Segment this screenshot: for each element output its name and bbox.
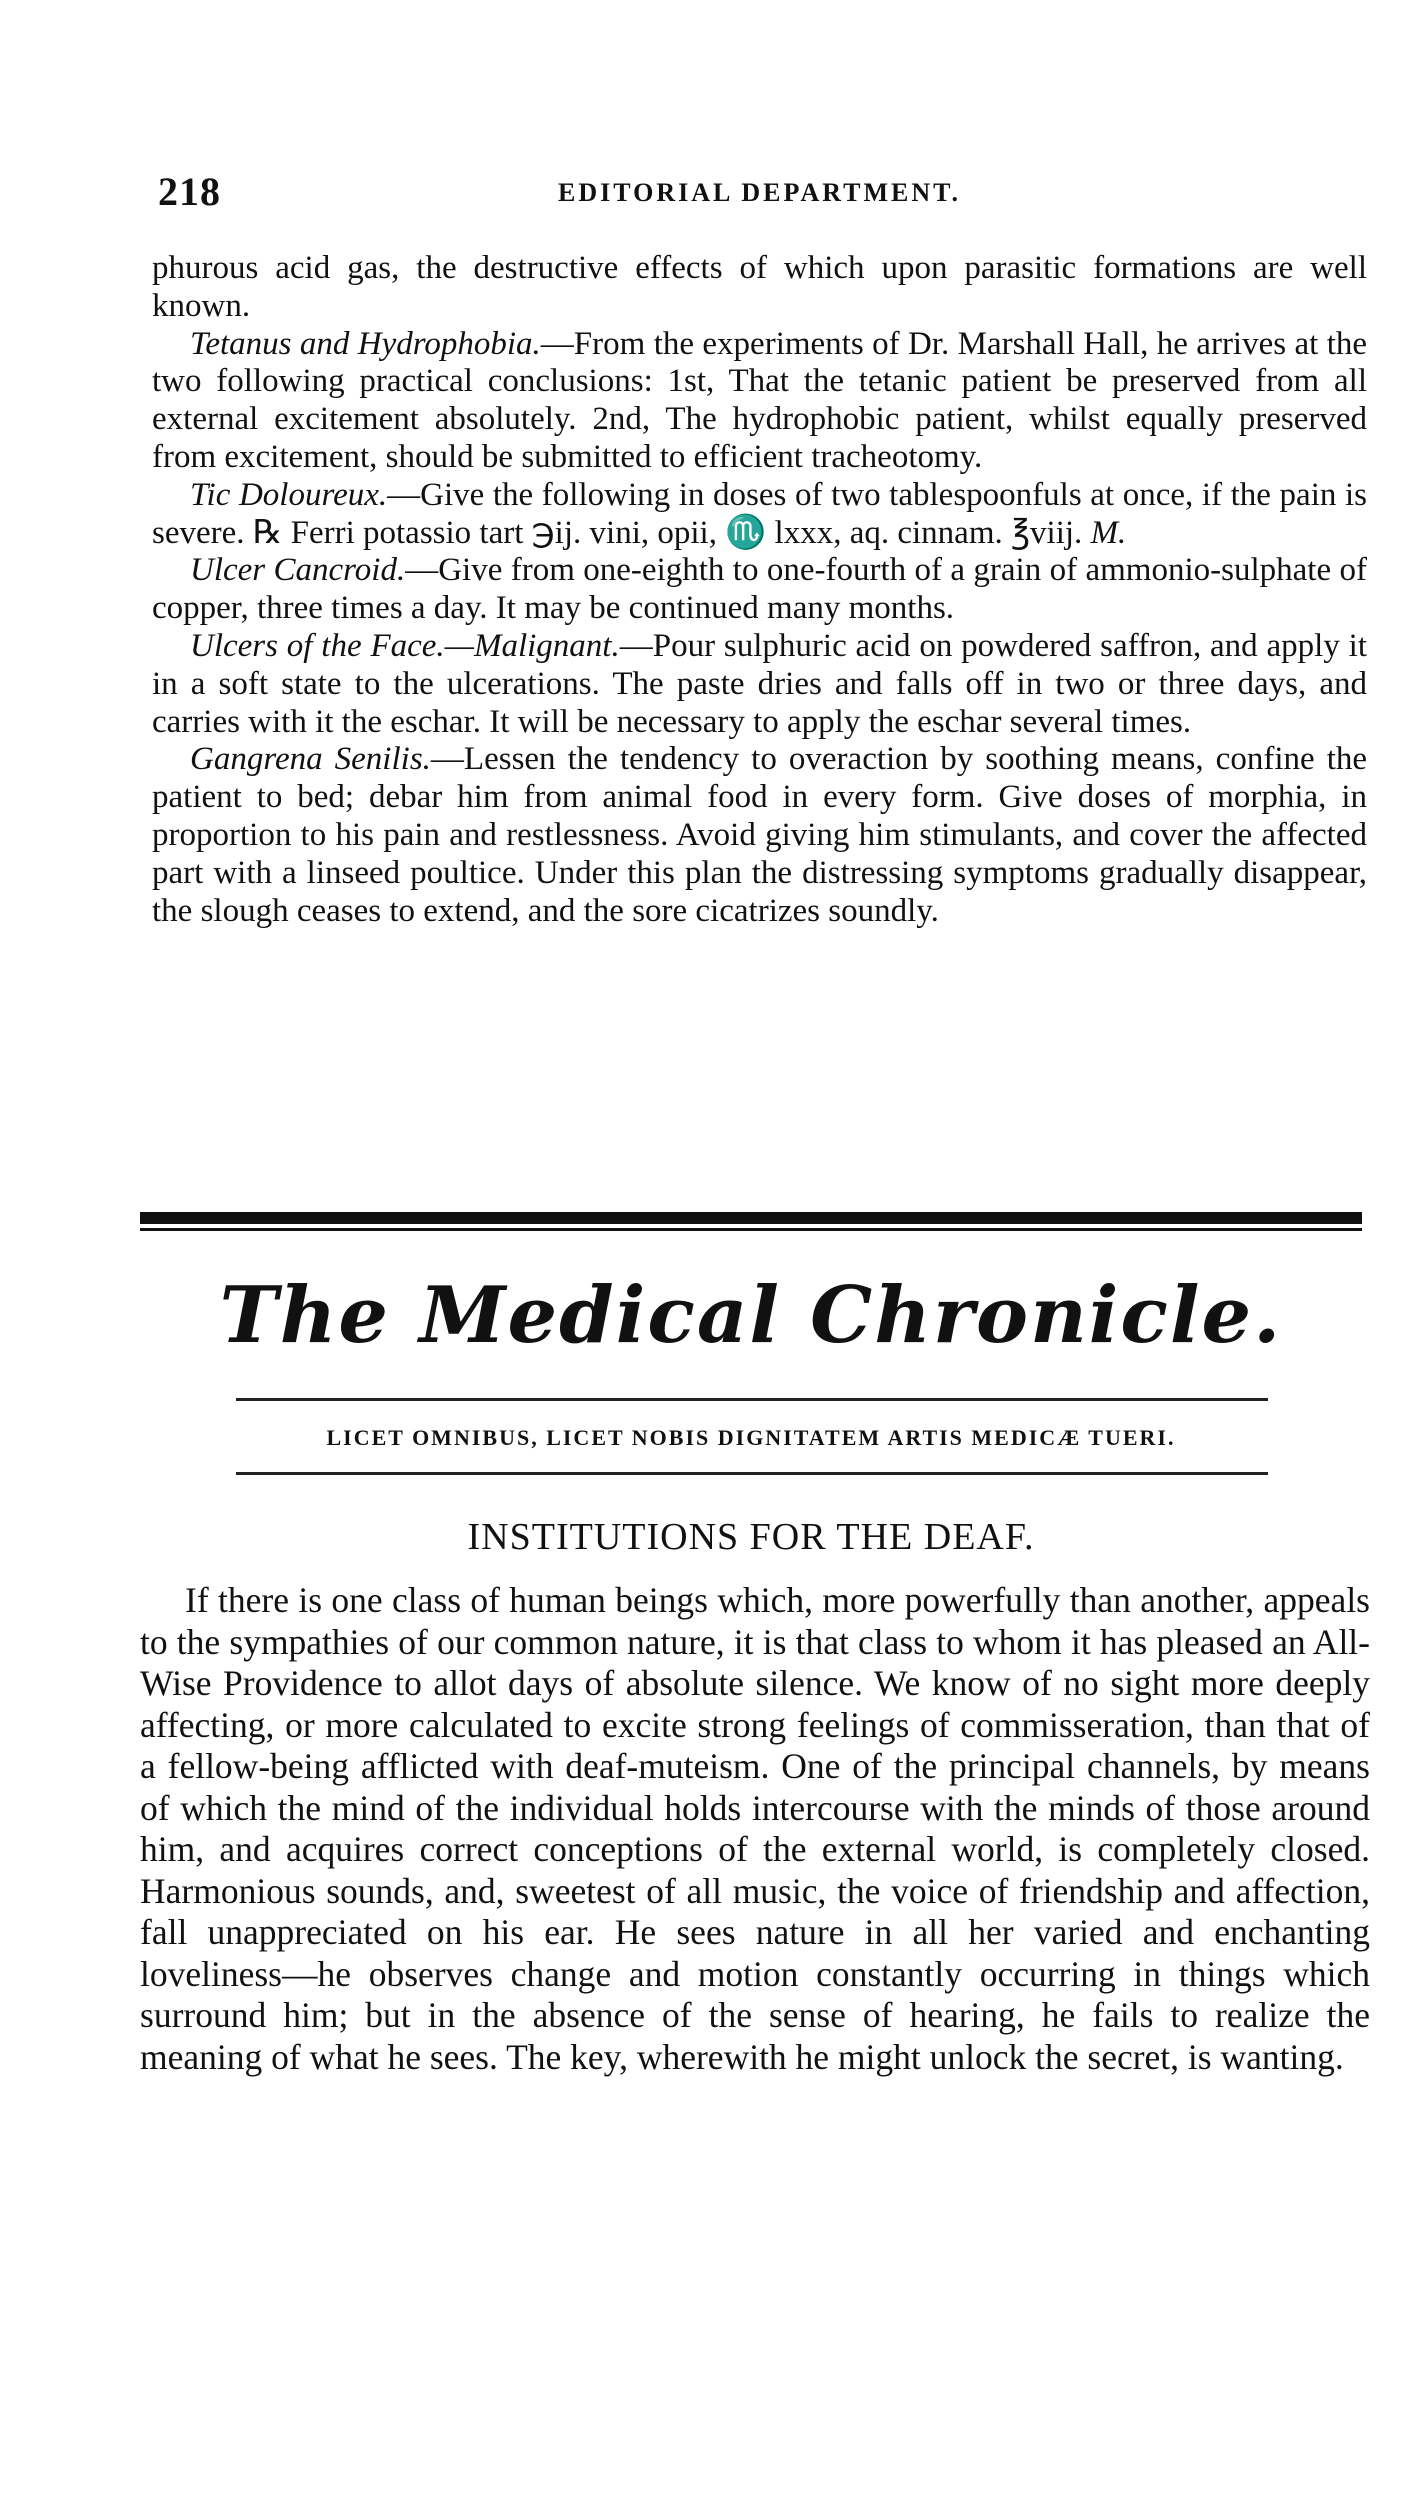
article-paragraph: If there is one class of human beings which, more powerfully than another, appeals to the sympathies of our common nature, it is that class to whom it has pleased an All-Wise Providence to allot days of absolute silence. We know of no sight more deeply affecting, or more calculated to excite strong feelings of commisseration, than that of a fellow-being afflicted with deaf-muteism. One of the principal channels, by means of which the mind of the individual holds intercourse with the minds of those around him, and acquires correct conceptions of the external world, is completely closed. Harmonious sounds, and, sweetest of all music, the voice of friendship and affection, fall unappreciated on his ear. He sees nature in all her varied and enchanting loveliness—he observes change and motion constantly occurring in things which surround him; but in the absence of the sense of hearing, he fails to realize the meaning of what he sees. The key, wherewith he might unlock the secret, is wanting. xyxy=(140,1580,1370,2077)
tic-text: —Give the following in doses of two tablespoonfuls at once, if the pain is severe. ℞ Ferri potassio tart ℈ij. vini, opii, ♏ lxxx, aq. cinnam. ℥viij. xyxy=(152,476,1367,551)
ulcers-face-text: —Pour sulphuric acid on powdered saffron, and apply it in a soft state to the ulcerations. The paste dries and falls off in two or three days, and carries with it the eschar. It will be necessary to apply the eschar several times. xyxy=(152,627,1367,740)
running-head: EDITORIAL DEPARTMENT. xyxy=(558,178,962,207)
tetanus-paragraph xyxy=(152,326,1367,477)
section-divider-thick xyxy=(140,1212,1362,1224)
gangrena-heading: Gangrena Senilis. xyxy=(190,741,431,778)
masthead-title: The Medical Chronicle. xyxy=(219,1270,1283,1361)
ulcer-heading: Ulcer Cancroid. xyxy=(190,552,406,589)
masthead-rule-top xyxy=(236,1398,1268,1401)
section-divider-thin xyxy=(140,1228,1362,1231)
tetanus-text: —From the experiments of Dr. Marshall Hall, he arrives at the two following practical conclusions: 1st, That the tetanic patient be preserved from all external excitement absolutely. 2nd, The hydrophobic patient, whilst equally preserved from excitement, should be submitted to efficient tracheotomy. xyxy=(152,325,1368,475)
ulcers-face-paragraph xyxy=(152,628,1367,741)
ulcer-paragraph xyxy=(152,552,1367,628)
continuation-paragraph: phurous acid gas, the destructive effects of which upon parasitic formations are well known. xyxy=(152,250,1367,324)
article-title: INSTITUTIONS FOR THE DEAF. xyxy=(467,1516,1035,1558)
ulcer-text: —Give from one-eighth to one-fourth of a grain of ammonio-sulphate of copper, three times a day. It may be continued many months. xyxy=(152,552,1367,627)
gangrena-text: —Lessen the tendency to overaction by soothing means, confine the patient to bed; debar him from animal food in every form. Give doses of morphia, in proportion to his pain and restlessness. Avoid giving him stimulants, and cover the affected part with a linseed poultice. Under this plan the distressing symptoms gradually disappear, the slough ceases to extend, and the sore cicatrizes soundly. xyxy=(152,741,1368,929)
tic-heading: Tic Doloureux. xyxy=(190,476,388,513)
tic-paragraph xyxy=(152,477,1367,553)
tic-m: M. xyxy=(1090,514,1127,551)
ulcers-face-heading: Ulcers of the Face.—Malignant. xyxy=(190,627,620,664)
top-section xyxy=(152,250,1367,930)
article-body xyxy=(140,1580,1370,2078)
masthead-motto: LICET OMNIBUS, LICET NOBIS DIGNITATEM ARTIS MEDICÆ TUERI. xyxy=(326,1425,1176,1450)
page-header xyxy=(158,168,1358,214)
masthead-rule-bottom xyxy=(236,1472,1268,1475)
page-number: 218 xyxy=(158,169,221,214)
gangrena-paragraph xyxy=(152,741,1367,930)
tetanus-heading: Tetanus and Hydrophobia. xyxy=(190,325,541,362)
